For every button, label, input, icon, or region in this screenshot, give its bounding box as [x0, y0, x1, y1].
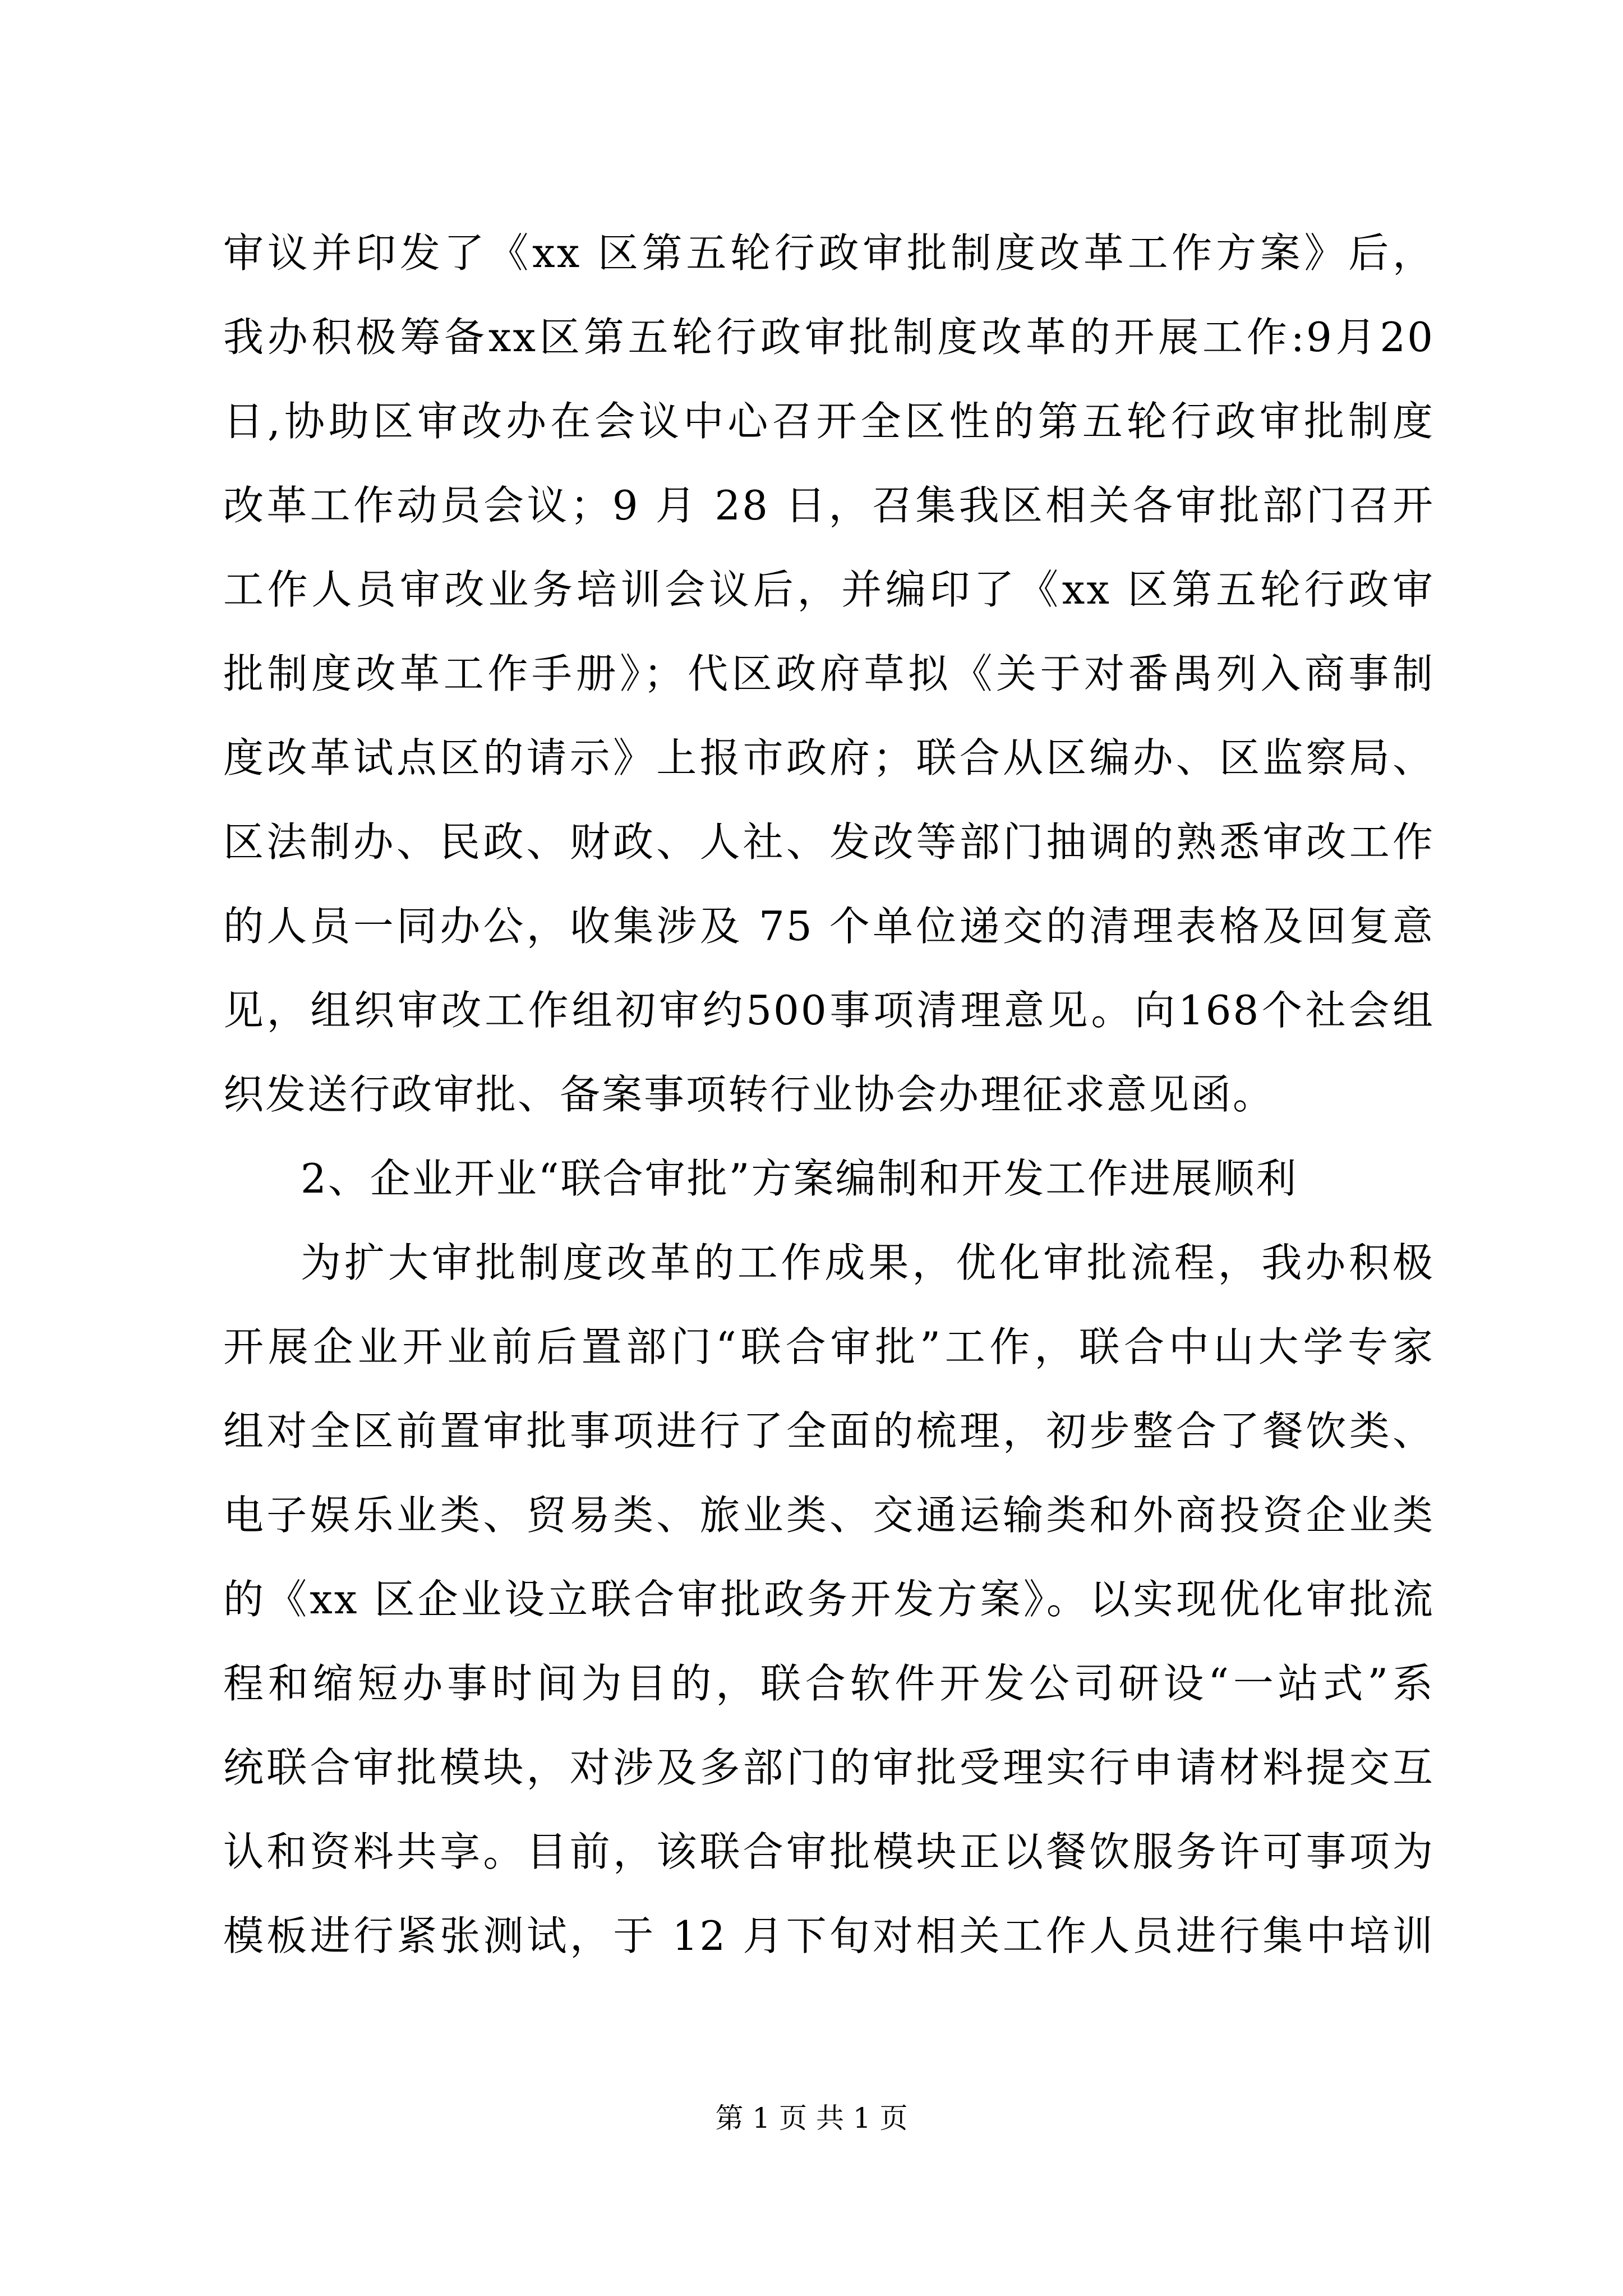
- body-text-line: 度改革试点区的请示》上报市政府；联合从区编办、区监察局、: [223, 734, 1435, 781]
- body-text-line: 的人员一同办公，收集涉及 75 个单位递交的清理表格及回复意: [223, 903, 1435, 950]
- body-text-line: 日,协助区审改办在会议中心召开全区性的第五轮行政审批制度: [223, 398, 1435, 445]
- section-heading: 2、企业开业“联合审批”方案编制和开发工作进展顺利: [301, 1155, 1298, 1202]
- body-text-line: 组对全区前置审批事项进行了全面的梳理，初步整合了餐饮类、: [223, 1407, 1435, 1455]
- body-text-line: 批制度改革工作手册》；代区政府草拟《关于对番禺列入商事制: [223, 650, 1435, 697]
- body-text-line: 电子娱乐业类、贸易类、旅业类、交通运输类和外商投资企业类: [223, 1492, 1435, 1539]
- body-text-line: 工作人员审改业务培训会议后，并编印了《xx 区第五轮行政审: [223, 566, 1435, 613]
- body-text-line: 改革工作动员会议；9 月 28 日，召集我区相关各审批部门召开: [223, 482, 1435, 529]
- body-text-line: 开展企业开业前后置部门“联合审批”工作，联合中山大学专家: [223, 1323, 1435, 1370]
- body-text-line: 统联合审批模块，对涉及多部门的审批受理实行申请材料提交互: [223, 1744, 1435, 1791]
- body-text-line: 审议并印发了《xx 区第五轮行政审批制度改革工作方案》后，: [223, 229, 1435, 277]
- body-text-line: 认和资料共享。目前，该联合审批模块正以餐饮服务许可事项为: [223, 1828, 1435, 1875]
- body-text-line: 为扩大审批制度改革的工作成果，优化审批流程，我办积极: [301, 1239, 1435, 1286]
- body-text-line: 区法制办、民政、财政、人社、发改等部门抽调的熟悉审改工作: [223, 818, 1435, 866]
- page-number-footer: 第 1 页 共 1 页: [715, 2102, 908, 2134]
- body-text-line: 的《xx 区企业设立联合审批政务开发方案》。以实现优化审批流: [223, 1576, 1435, 1623]
- body-text-line: 模板进行紧张测试，于 12 月下旬对相关工作人员进行集中培训: [223, 1912, 1435, 1959]
- body-text-line: 程和缩短办事时间为目的，联合软件开发公司研设“一站式”系: [223, 1660, 1435, 1707]
- body-text-line: 见，组织审改工作组初审约500事项清理意见。向168个社会组: [223, 987, 1435, 1034]
- body-text-line: 织发送行政审批、备案事项转行业协会办理征求意见函。: [223, 1071, 1275, 1118]
- body-text-line: 我办积极筹备xx区第五轮行政审批制度改革的开展工作:9月20: [223, 314, 1435, 361]
